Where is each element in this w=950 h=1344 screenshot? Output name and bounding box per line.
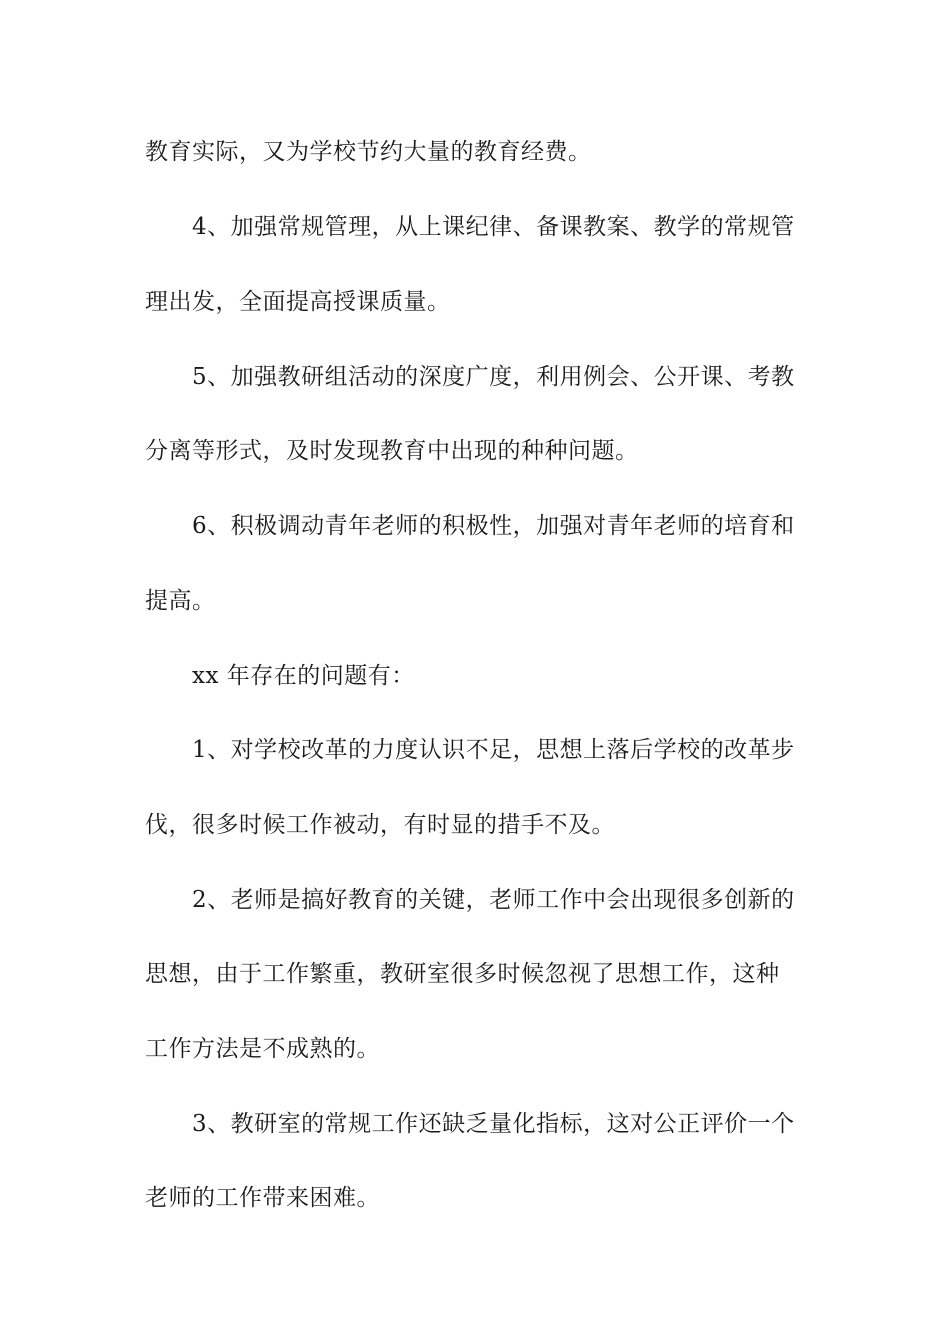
paragraph-line: 工作方法是不成熟的。 — [145, 1036, 380, 1062]
paragraph-line: 1、对学校改革的力度认识不足，思想上落后学校的改革步 — [192, 737, 795, 763]
paragraph-line: 伐，很多时候工作被动，有时显的措手不及。 — [145, 812, 615, 838]
paragraph-line: 老师的工作带来困难。 — [145, 1185, 380, 1211]
paragraph-line: 提高。 — [145, 588, 216, 614]
paragraph-line: 6、积极调动青年老师的积极性，加强对青年老师的培育和 — [192, 513, 795, 539]
paragraph-line: 理出发，全面提高授课质量。 — [145, 289, 451, 315]
paragraph-line: 分离等形式，及时发现教育中出现的种种问题。 — [145, 438, 639, 464]
paragraph-line: 2、老师是搞好教育的关键，老师工作中会出现很多创新的 — [192, 887, 795, 913]
paragraph-line: 教育实际，又为学校节约大量的教育经费。 — [145, 139, 592, 165]
paragraph-line: 思想，由于工作繁重，教研室很多时候忽视了思想工作，这种 — [145, 961, 780, 987]
paragraph-line: 3、教研室的常规工作还缺乏量化指标，这对公正评价一个 — [192, 1111, 795, 1137]
paragraph-line: 5、加强教研组活动的深度广度，利用例会、公开课、考教 — [192, 364, 795, 390]
paragraph-line: 4、加强常规管理，从上课纪律、备课教案、教学的常规管 — [192, 214, 795, 240]
section-heading: xx 年存在的问题有： — [192, 663, 415, 689]
